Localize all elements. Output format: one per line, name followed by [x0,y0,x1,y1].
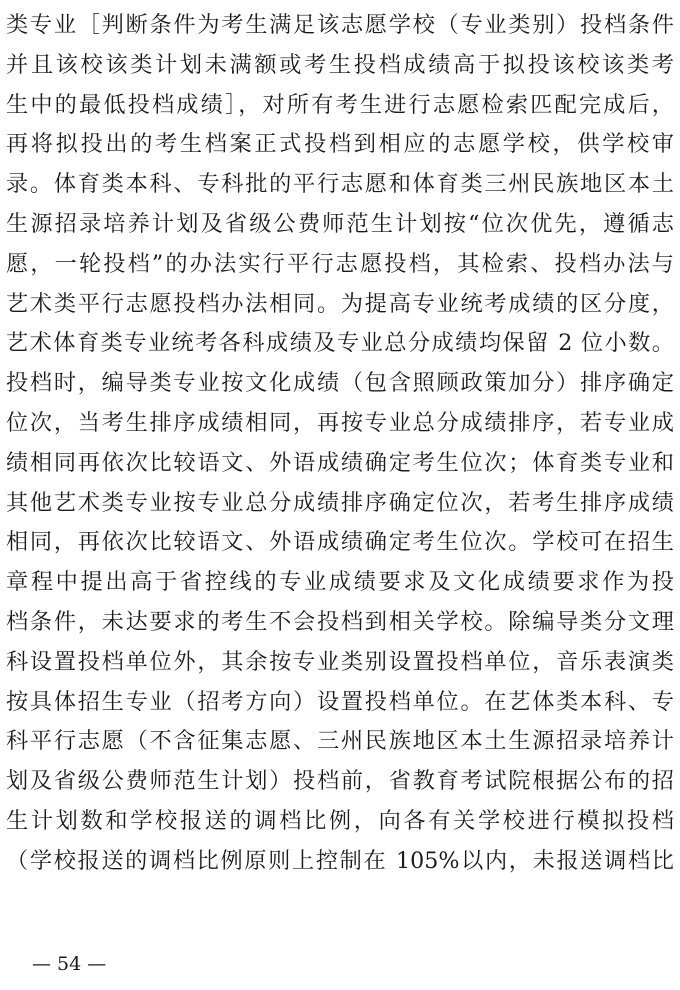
text-line: 生计划数和学校报送的调档比例，向各有关学校进行模拟投档 [6,807,674,834]
text-line: 其他艺术类专业按专业总分成绩排序确定位次，若考生排序成绩 [6,489,674,516]
text-line: （学校报送的调档比例原则上控制在 105%以内，未报送调档比 [6,847,674,874]
page-number: — 54 — [32,953,107,975]
text-line: 位次，当考生排序成绩相同，再按专业总分成绩排序，若专业成 [6,409,674,436]
text-line: 再将拟投出的考生档案正式投档到相应的志愿学校，供学校审 [6,131,674,158]
text-line: 生中的最低投档成绩］，对所有考生进行志愿检索匹配完成后， [6,91,674,118]
text-line: 投档时，编导类专业按文化成绩（包含照顾政策加分）排序确定 [6,370,674,397]
text-line: 生源招录培养计划及省级公费师范生计划按“位次优先，遵循志 [6,210,674,237]
text-line: 录。体育类本科、专科批的平行志愿和体育类三州民族地区本土 [6,171,674,198]
text-line: 按具体招生专业（招考方向）设置投档单位。在艺体类本科、专 [6,688,674,715]
text-line: 愿，一轮投档”的办法实行平行志愿投档，其检索、投档办法与 [6,250,674,277]
text-line: 科平行志愿（不含征集志愿、三州民族地区本土生源招录培养计 [6,728,674,755]
text-line: 绩相同再依次比较语文、外语成绩确定考生位次；体育类专业和 [6,449,674,476]
text-line: 艺术类平行志愿投档办法相同。为提高专业统考成绩的区分度， [6,290,674,317]
text-line: 章程中提出高于省控线的专业成绩要求及文化成绩要求作为投 [6,569,674,596]
text-line: 划及省级公费师范生计划）投档前，省教育考试院根据公布的招 [6,768,674,795]
text-line: 相同，再依次比较语文、外语成绩确定考生位次。学校可在招生 [6,529,674,556]
text-line: 并且该校该类计划未满额或考生投档成绩高于拟投该校该类考 [6,51,674,78]
text-line: 艺术体育类专业统考各科成绩及专业总分成绩均保留 2 位小数。 [6,330,674,357]
text-line: 科设置投档单位外，其余按专业类别设置投档单位，音乐表演类 [6,648,674,675]
text-line: 类专业［判断条件为考生满足该志愿学校（专业类别）投档条件 [6,12,674,38]
text-line: 档条件，未达要求的考生不会投档到相关学校。除编导类分文理 [6,608,674,635]
body-text [6,6,674,882]
